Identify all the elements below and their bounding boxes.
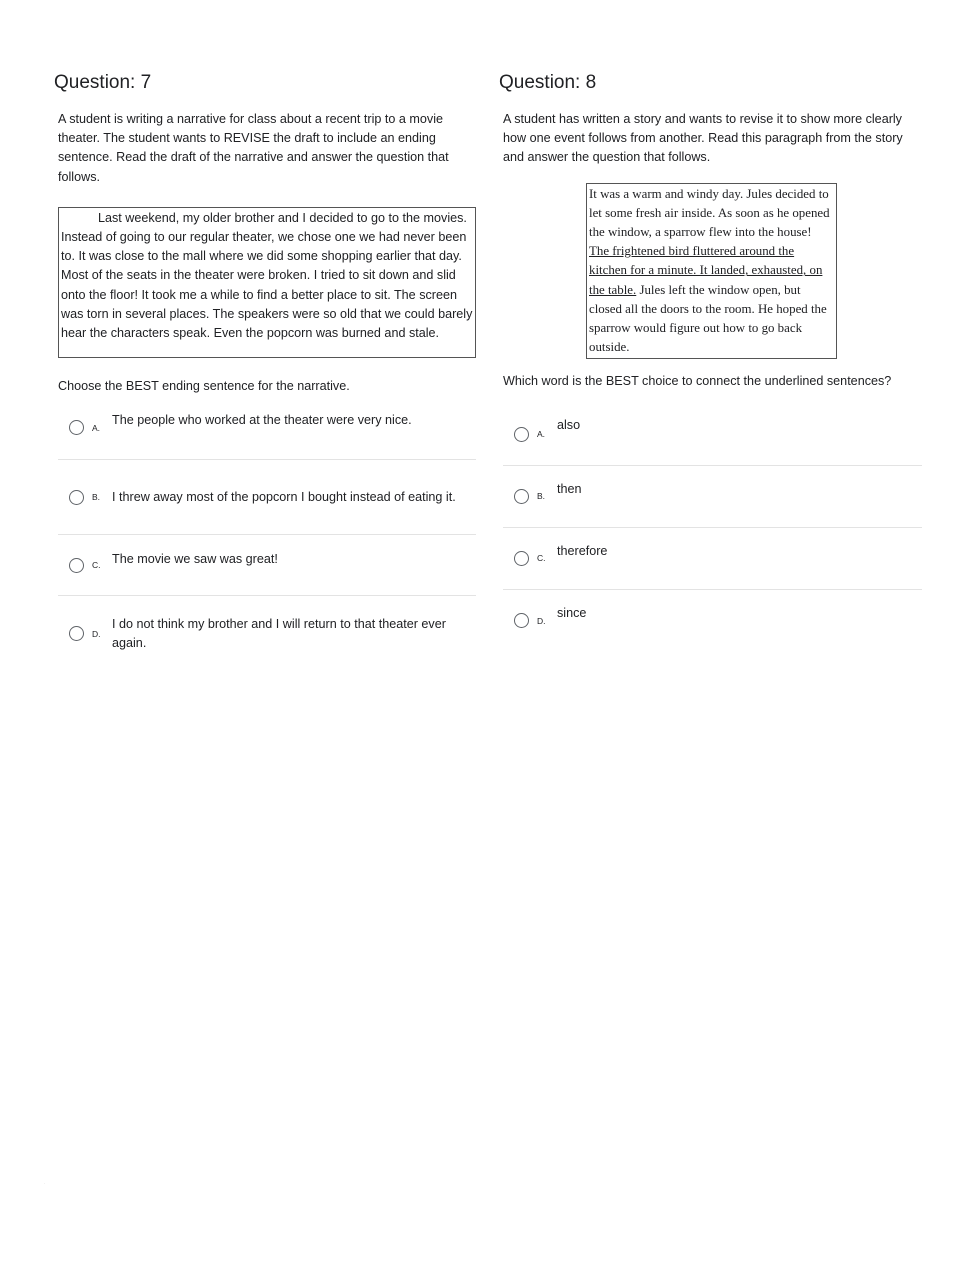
radio-button[interactable] — [69, 626, 84, 641]
radio-button[interactable] — [514, 489, 529, 504]
option-text: I threw away most of the popcorn I bought instead of eating it. — [112, 489, 456, 504]
option-text: then — [557, 481, 582, 496]
radio-button[interactable] — [514, 551, 529, 566]
option-b[interactable] — [503, 466, 922, 528]
question-8-options — [503, 404, 922, 652]
footer-mark: . — [44, 1180, 46, 1185]
option-d[interactable] — [58, 596, 476, 671]
question-8-prompt: A student has written a story and wants to revise it to show more clearly how one event follows from another. Read this paragraph from the story and answer the question that follows. — [503, 112, 903, 165]
option-a[interactable] — [58, 400, 476, 460]
option-text: also — [557, 417, 581, 432]
option-text: therefore — [557, 543, 608, 558]
question-7-stem: Choose the BEST ending sentence for the narrative. — [58, 379, 350, 394]
option-letter: C. — [92, 560, 101, 571]
option-letter: A. — [537, 429, 546, 440]
radio-button[interactable] — [69, 420, 84, 435]
question-8-stem: Which word is the BEST choice to connect the underlined sentences? — [503, 374, 892, 389]
question-7-options — [58, 400, 476, 671]
option-letter: C. — [537, 553, 546, 564]
question-7-title: Question: 7 — [54, 72, 152, 93]
question-7 — [54, 70, 476, 671]
passage-text-after: Jules left the window open, but closed all the doors to the room. He hoped the sparrow would figure out how to go back outside. — [589, 282, 827, 355]
option-d[interactable] — [503, 590, 922, 652]
radio-button[interactable] — [69, 490, 84, 505]
option-text: The movie we saw was great! — [112, 551, 278, 566]
radio-button[interactable] — [69, 558, 84, 573]
question-8-passage — [586, 183, 837, 360]
option-letter: A. — [92, 422, 101, 433]
question-7-prompt: A student is writing a narrative for class about a recent trip to a movie theater. The student wants to REVISE the draft to include an ending sentence. Read the draft of the narrative and answer the question that follows. — [58, 112, 449, 184]
option-c[interactable] — [503, 528, 922, 590]
option-letter: B. — [92, 492, 101, 503]
question-8-title: Question: 8 — [499, 72, 597, 93]
radio-button[interactable] — [514, 427, 529, 442]
option-c[interactable] — [58, 535, 476, 596]
option-letter: B. — [537, 491, 546, 502]
option-text: The people who worked at the theater were very nice. — [112, 413, 412, 428]
option-letter: D. — [92, 628, 101, 639]
passage-underlined-text: The frightened bird fluttered around the kitchen for a minute. It landed, exhausted, on the table. — [589, 244, 823, 297]
question-7-passage-text: Last weekend, my older brother and I decided to go to the movies. Instead of going to our regular theater, we chose one we had never been to. It was close to the mall where we did some shopping earlier that day. Most of the seats in the theater were broken. I tried to sit down and slid onto the floor! It took me a while to find a better place to sit. The screen was torn in several places. The speakers were so old that we could barely hear the characters speak. Even the popcorn was burned and stale. — [61, 210, 473, 341]
option-a[interactable] — [503, 404, 922, 466]
question-7-passage — [58, 207, 476, 358]
option-text: I do not think my brother and I will return to that theater ever again. — [112, 616, 446, 650]
radio-button[interactable] — [514, 613, 529, 628]
option-text: since — [557, 606, 587, 621]
option-letter: D. — [537, 615, 546, 626]
passage-text-before: It was a warm and windy day. Jules decided to let some fresh air inside. As soon as he opened the window, a sparrow flew into the house! — [589, 186, 830, 240]
question-8 — [499, 70, 922, 652]
option-b[interactable] — [58, 460, 476, 535]
